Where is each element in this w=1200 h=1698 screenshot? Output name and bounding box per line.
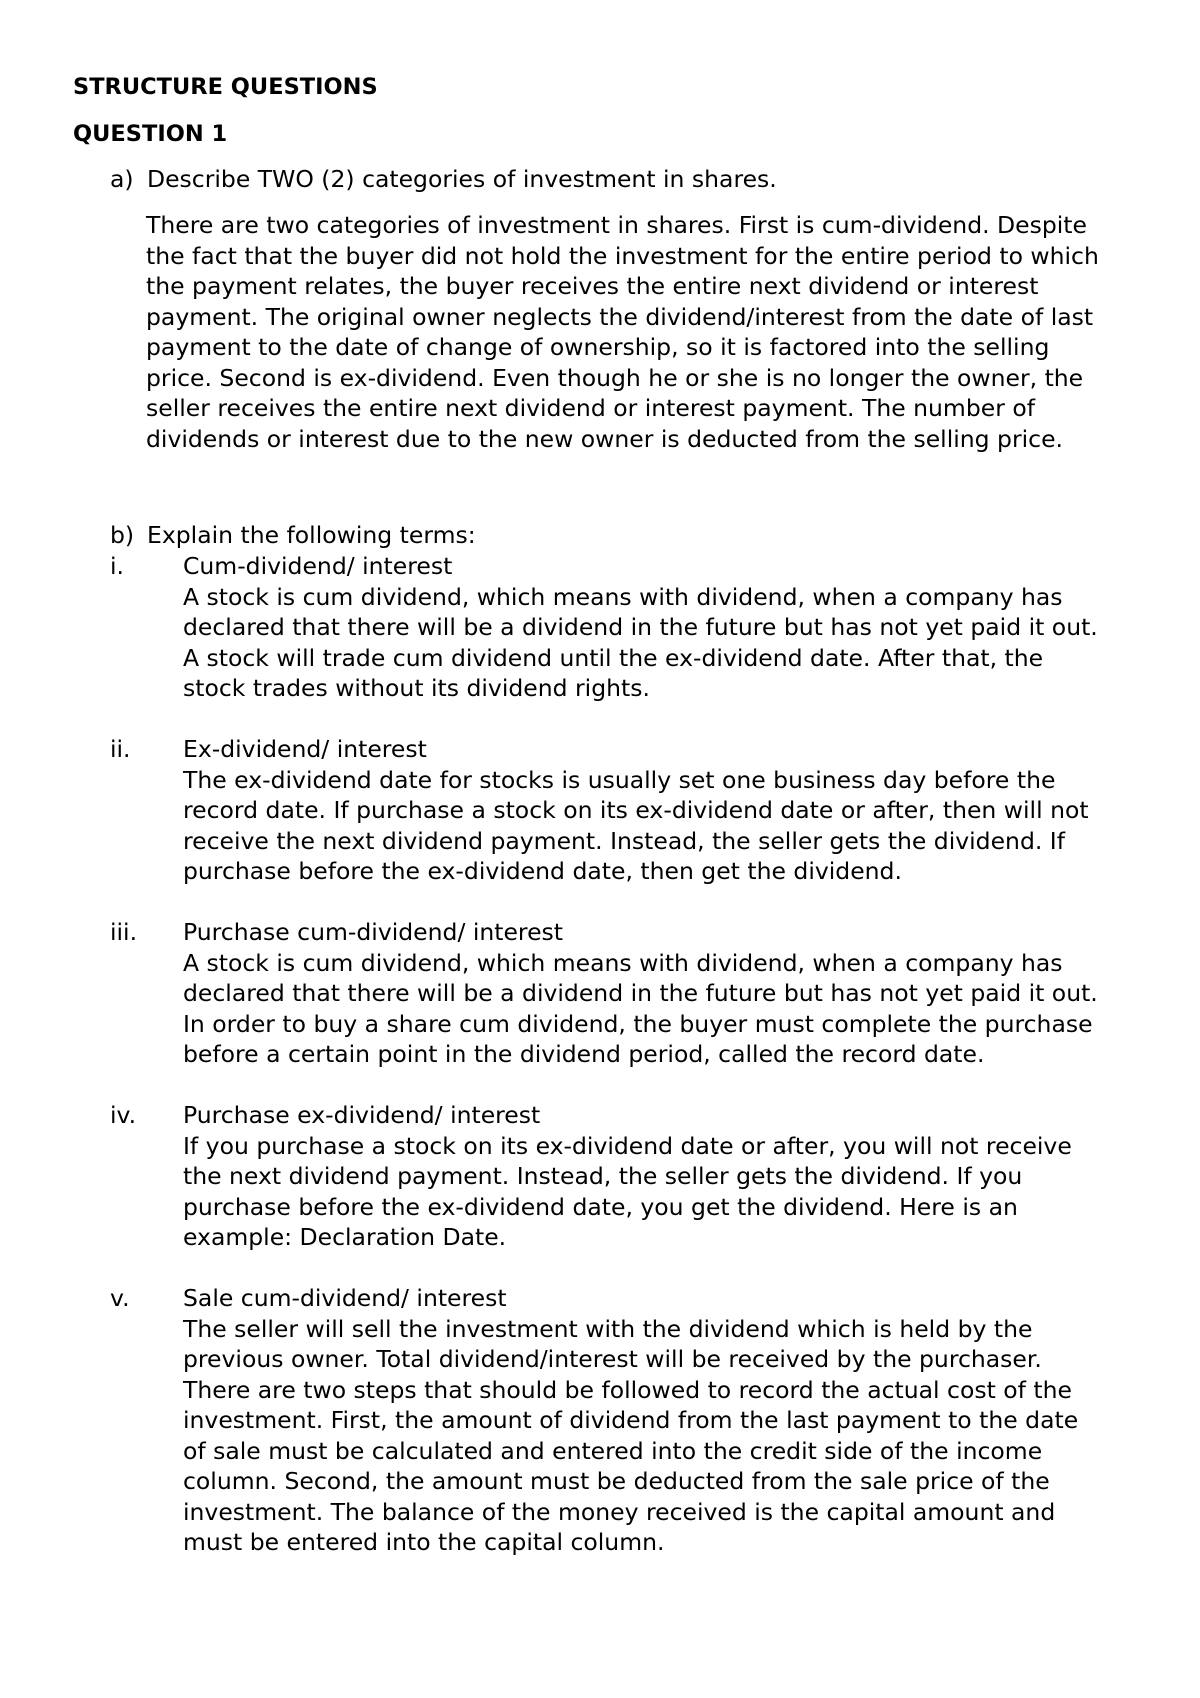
term-line: column. Second, the amount must be deducted from the sale price of the xyxy=(183,1467,1050,1495)
part-a-question xyxy=(110,164,1150,195)
answer-line: the payment relates, the buyer receives the entire next dividend or interest xyxy=(146,272,1039,300)
term-line: A stock is cum dividend, which means with dividend, when a company has xyxy=(183,582,1063,611)
answer-line: price. Second is ex-dividend. Even though he or she is no longer the owner, the xyxy=(146,363,1084,392)
answer-line: There are two categories of investment in shares. First is cum-dividend. Despite xyxy=(146,211,1087,239)
answer-line: the fact that the buyer did not hold the investment for the entire period to which xyxy=(146,241,1099,270)
term-line: If you purchase a stock on its ex-dividend date or after, you will not receive xyxy=(183,1131,1072,1160)
part-b-question xyxy=(110,520,1150,551)
term-title: Cum-dividend/ interest xyxy=(183,552,453,580)
term-line: investment. First, the amount of dividend from the last payment to the date xyxy=(183,1406,1079,1434)
term-numeral: v. xyxy=(110,1284,130,1312)
term-line: stock trades without its dividend rights. xyxy=(183,674,650,702)
document-title: STRUCTURE QUESTIONS xyxy=(73,74,378,100)
term-line: There are two steps that should be followed to record the actual cost of the xyxy=(183,1375,1072,1404)
term-line: of sale must be calculated and entered into the credit side of the income xyxy=(183,1436,1043,1465)
term-numeral: iii. xyxy=(110,918,138,946)
term-line: investment. The balance of the money received is the capital amount and xyxy=(183,1497,1056,1526)
part-a-answer xyxy=(146,210,1146,454)
answer-line: dividends or interest due to the new owner is deducted from the selling price. xyxy=(146,424,1064,453)
term-line: example: Declaration Date. xyxy=(183,1223,507,1251)
term-line: purchase before the ex-dividend date, you get the dividend. Here is an xyxy=(183,1192,1018,1221)
term-line: In order to buy a share cum dividend, the buyer must complete the purchase xyxy=(183,1009,1093,1038)
term-line: declared that there will be a dividend in the future but has not yet paid it out. xyxy=(183,979,1098,1007)
term-line: must be entered into the capital column. xyxy=(183,1528,665,1556)
term-title: Purchase ex-dividend/ interest xyxy=(183,1101,541,1129)
term-line: the next dividend payment. Instead, the seller gets the dividend. If you xyxy=(183,1162,1023,1190)
term-numeral: i. xyxy=(110,552,124,580)
part-a-letter: a) xyxy=(110,165,134,193)
answer-line: seller receives the entire next dividend or interest payment. The number of xyxy=(146,394,1035,422)
answer-line: payment. The original owner neglects the dividend/interest from the date of last xyxy=(146,302,1094,331)
term-line: before a certain point in the dividend period, called the record date. xyxy=(183,1040,985,1068)
answer-line: payment to the date of change of ownership, so it is factored into the selling xyxy=(146,333,1050,361)
term-numeral: ii. xyxy=(110,735,131,763)
term-line: receive the next dividend payment. Instead, the seller gets the dividend. If xyxy=(183,826,1066,855)
term-line: A stock is cum dividend, which means with dividend, when a company has xyxy=(183,948,1063,977)
term-title: Purchase cum-dividend/ interest xyxy=(183,918,563,946)
part-a-question-text: Describe TWO (2) categories of investment in shares. xyxy=(147,165,777,193)
term-line: The seller will sell the investment with the dividend which is held by the xyxy=(183,1314,1033,1343)
term-line: The ex-dividend date for stocks is usually set one business day before the xyxy=(183,765,1056,794)
term-line: purchase before the ex-dividend date, then get the dividend. xyxy=(183,857,902,885)
part-b-question-text: Explain the following terms: xyxy=(147,521,476,549)
term-line: previous owner. Total dividend/interest will be received by the purchaser. xyxy=(183,1345,1042,1373)
term-numeral: iv. xyxy=(110,1101,137,1129)
term-line: A stock will trade cum dividend until the ex-dividend date. After that, the xyxy=(183,643,1044,672)
question-1-heading: QUESTION 1 xyxy=(73,121,228,147)
term-line: record date. If purchase a stock on its ex-dividend date or after, then will not xyxy=(183,796,1089,824)
term-title: Ex-dividend/ interest xyxy=(183,735,427,763)
term-line: declared that there will be a dividend in the future but has not yet paid it out. xyxy=(183,613,1098,641)
part-b-letter: b) xyxy=(110,521,135,549)
term-title: Sale cum-dividend/ interest xyxy=(183,1284,507,1312)
